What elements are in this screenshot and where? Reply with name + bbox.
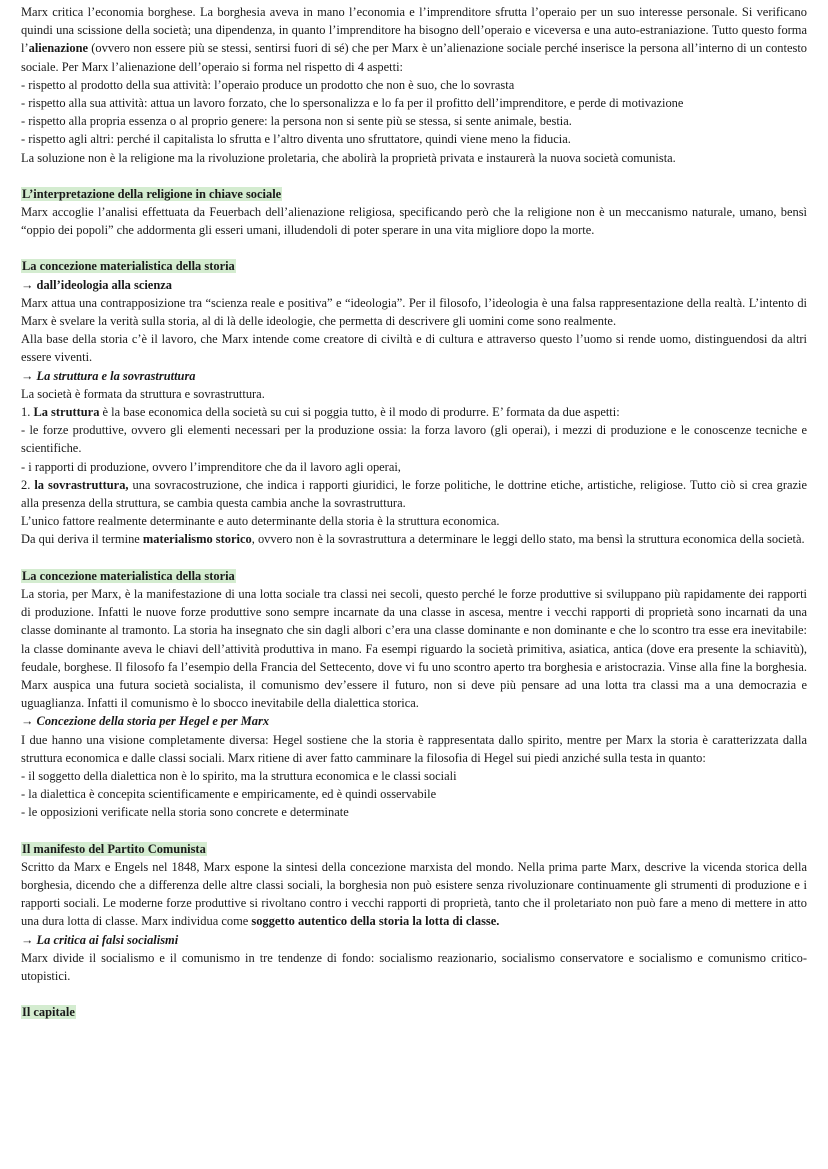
manifesto-paragraph: Scritto da Marx e Engels nel 1848, Marx espone la sintesi della concezione marxista del mondo. Nella prima parte Marx, descrive la vicenda storica della borghesia, dicendo che a differenza delle altre classi sociali, la borghesia non può esistere senza rivoluzionare continuamente gli strumenti di produzione e i rapporti sociali. Le moderne forze produttive si rivoltano contro i vecchi rapporti di proprietà, tanto che il proletariato non può fare a meno di mettere in atto una dura lotta di classe. Marx individua come soggetto autentico della storia la lotta di classe. <box>21 859 807 929</box>
alienation-aspect-2: - rispetto alla sua attività: attua un lavoro forzato, che lo spersonalizza e lo fa per il profitto dell’imprenditore, e perde di motivazione <box>21 96 684 111</box>
intro-paragraph: Marx critica l’economia borghese. La borghesia aveva in mano l’economia e l’imprenditore sfrutta l’operaio per un suo interesse personale. Si verificano quindi una scissione della società; una dipendenza, in quanto l’imprenditore ha bisogno dell’operaio e viceversa e una auto-estraniazione. Tutto questo forma l’alienazione (ovvero non essere più se stessi, sentirsi fuori di sé) che per Marx è un’alienazione sociale perché inserisce la persona all’interno di un contesto sociale. Per Marx l’alienazione dell’operaio si forma nel rispetto di 4 aspetti: <box>21 5 807 74</box>
section-heading-materialistica-2: La concezione materialistica della storia <box>22 568 235 583</box>
section-heading-capitale: Il capitale <box>22 1005 75 1020</box>
alienazione-term: alienazione <box>28 41 89 56</box>
ideologia-paragraph: Marx attua una contrapposizione tra “scienza reale e positiva” e “ideologia”. Per il filosofo, l’ideologia è una falsa rappresentazione della realtà. L’intento di Marx è svelare la verità sulla storia, al di là delle ideologie, che permetta di descrivere gli uomini come sono realmente. <box>21 295 807 329</box>
struttura-point-2: 2. la sovrastruttura, una sovracostruzione, che indica i rapporti giuridici, le forze politiche, le dottrine etiche, artistiche, religiose. Tutto ciò si crea grazie alla presenza della struttura, se cambia questa cambia anche la sovrastruttura. <box>21 477 807 511</box>
alienation-aspect-3: - rispetto alla propria essenza o al proprio genere: la persona non si sente più se stessa, si sente animale, bestia. <box>21 114 572 129</box>
socialismi-paragraph: Marx divide il socialismo e il comunismo in tre tendenze di fondo: socialismo reazionario, socialismo conservatore e socialismo e comunismo critico-utopistici. <box>21 950 807 983</box>
section-heading-manifesto: Il manifesto del Partito Comunista <box>22 841 206 856</box>
dialettica-item-1: - il soggetto della dialettica non è lo spirito, ma la struttura economica e le classi sociali <box>21 768 457 783</box>
hegel-marx-paragraph: I due hanno una visione completamente diversa: Hegel sostiene che la storia è rappresentata dallo spirito, mentre per Marx la storia è caratterizzata dalla struttura economica e dalle classi sociali. Marx ritiene di aver fatto camminare la filosofia di Hegel sui piedi anziché sulla testa in quanto: <box>21 732 807 765</box>
section-heading-religione: L’interpretazione della religione in chiave sociale <box>22 186 282 201</box>
dialettica-item-2: - la dialettica è concepita scientificamente e empiricamente, ed è quindi osservabile <box>21 787 437 802</box>
subheading-falsi-socialismi: → La critica ai falsi socialismi <box>21 932 179 947</box>
subheading-hegel-marx: → Concezione della storia per Hegel e per Marx <box>21 714 270 729</box>
intro-conclusion: La soluzione non è la religione ma la rivoluzione proletaria, che abolirà la proprietà privata e instaurerà la nuova società comunista. <box>21 150 676 165</box>
forze-produttive-item: - le forze produttive, ovvero gli elementi necessari per la produzione ossia: la forza lavoro (gli operai), i mezzi di produzione e le conoscenze tecniche e scientifiche. <box>21 423 807 456</box>
alienation-aspect-1: - rispetto al prodotto della sua attività: l’operaio produce un prodotto che non è suo, che lo sovrasta <box>21 77 515 92</box>
rapporti-produzione-item: - i rapporti di produzione, ovvero l’imprenditore che da il lavoro agli operai, <box>21 459 401 474</box>
lotta-classi-paragraph: La storia, per Marx, è la manifestazione di una lotta sociale tra classi nei secoli, questo perché le forze produttive si sviluppano più rapidamente dei rapporti di produzione. Infatti le nuove forze produttive sono sempre incarnate da una classe in ascesa, mentre i vecchi rapporti di proprietà sono incarnati da una classe dominante al tramonto. La storia ha insegnato che sin dagli albori c’era una classe dominante e non dominante e che lo scontro tra esse era inevitabile: la classe dominante aveva le chiavi dell’attività produttiva in mano. Fa esempi riguardo la società primitiva, asiatica, antica (dove era presente la schiavitù), feudale, borghese. Il filosofo fa l’esempio della Francia del Settecento, dove vi fu uno scontro aperto tra borghesia e aristocrazia. Vinse alla fine la borghesia. Marx auspica una futura società socialista, il comunismo dev’essere il futuro, non si deve più pensare ad una lotta tra classi ma a una democrazia e uguaglianza. Infatti il comunismo è lo sbocco inevitabile della dialettica storica. <box>21 586 807 711</box>
struttura-intro: La società è formata da struttura e sovrastruttura. <box>21 386 265 401</box>
subheading-struttura-sovrastruttura: → La struttura e la sovrastruttura <box>21 368 196 383</box>
subheading-ideologia-scienza: → dall’ideologia alla scienza <box>21 277 172 292</box>
materialismo-storico-paragraph: Da qui deriva il termine materialismo storico, ovvero non è la sovrastruttura a determinare le leggi dello stato, ma bensì la struttura economica della società. <box>21 532 805 547</box>
alienation-aspect-4: - rispetto agli altri: perché il capitalista lo sfrutta e l’altro diventa uno sfruttatore, quindi viene meno la fiducia. <box>21 132 571 147</box>
document-page <box>21 3 807 1021</box>
fattore-determinante: L’unico fattore realmente determinante e auto determinante della storia è la struttura economica. <box>21 514 500 529</box>
dialettica-item-3: - le opposizioni verificate nella storia sono concrete e determinate <box>21 805 349 820</box>
religione-paragraph: Marx accoglie l’analisi effettuata da Feuerbach dell’alienazione religiosa, specificando però che la religione non è un meccanismo naturale, umano, bensì “oppio dei popoli” che addormenta gli esseri umani, illudendoli di poter sperare in una vita migliore dopo la morte. <box>21 205 807 238</box>
section-heading-materialistica-1: La concezione materialistica della storia <box>22 259 235 274</box>
struttura-point-1: 1. La struttura è la base economica della società su cui si poggia tutto, è il modo di produrre. E’ formata da due aspetti: <box>21 405 620 420</box>
lavoro-paragraph: Alla base della storia c’è il lavoro, che Marx intende come creatore di civiltà e di cultura e attraverso questo l’uomo si rende uomo, distinguendosi da altri essere viventi. <box>21 332 807 365</box>
